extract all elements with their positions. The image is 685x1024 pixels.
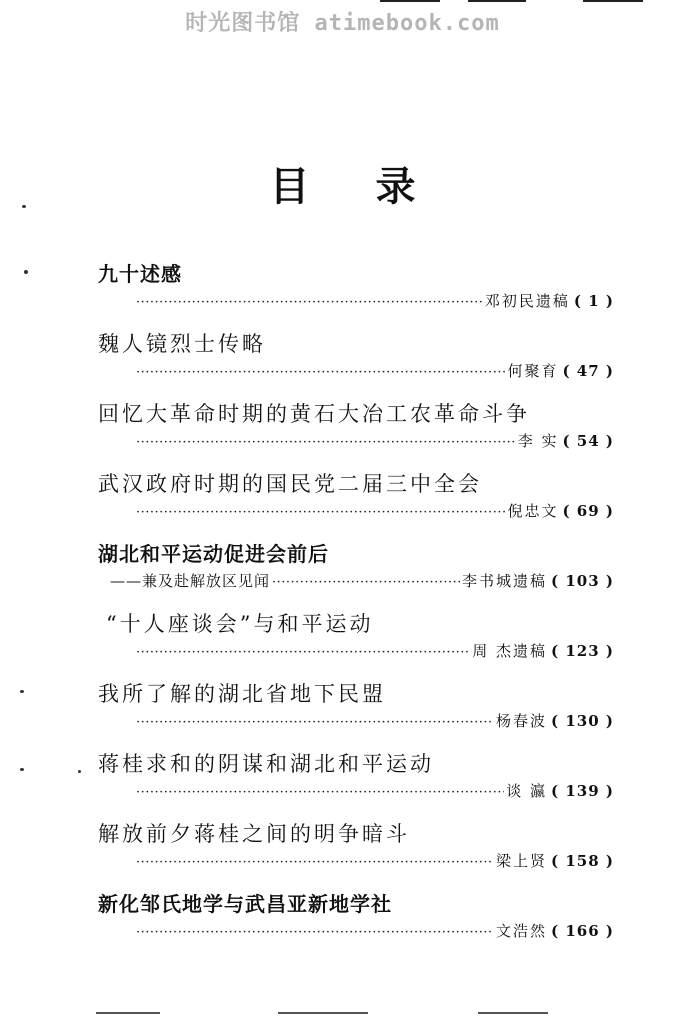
dot-leader [272, 575, 460, 590]
toc-entry-title: 解放前夕蒋桂之间的明争暗斗 [98, 822, 410, 846]
watermark: 时光图书馆 atimebook.com [185, 11, 500, 36]
toc-entry-author: 文浩然 [496, 922, 548, 940]
toc-entry-page: ( 69 ) [562, 502, 614, 520]
toc-entry-subtitle: ——兼及赴解放区见闻 [110, 572, 271, 590]
toc-entry-page: ( 123 ) [551, 642, 614, 660]
toc-entry[interactable] [98, 530, 614, 600]
toc-entry-title: 我所了解的湖北省地下民盟 [98, 682, 386, 706]
toc-entry-author: 梁上贤 [496, 852, 548, 870]
scan-speck [20, 690, 24, 693]
toc-entry[interactable] [98, 600, 614, 670]
dot-leader [136, 855, 494, 870]
toc-entry-author: 周 杰遗稿 [472, 642, 548, 660]
toc-entry-page: ( 139 ) [551, 782, 614, 800]
toc-entry-author: 何聚育 [507, 362, 559, 380]
toc-entry[interactable] [98, 880, 614, 950]
toc-entry-page: ( 158 ) [551, 852, 614, 870]
toc-entry-title: “十人座谈会”与和平运动 [106, 612, 374, 636]
toc-leader-row [134, 850, 614, 871]
bottom-rule [96, 1012, 160, 1014]
toc-leader-row [134, 640, 614, 661]
toc-leader-row [110, 570, 614, 591]
toc-leader-row [134, 430, 614, 451]
toc-entry-page: ( 1 ) [573, 292, 614, 310]
dot-leader [136, 295, 483, 310]
toc-entry-page: ( 166 ) [551, 922, 614, 940]
toc-leader-row [134, 710, 614, 731]
toc-entry-title: 湖北和平运动促进会前后 [98, 542, 329, 566]
toc-entry-title: 蒋桂求和的阴谋和湖北和平运动 [98, 752, 434, 776]
toc-entry-author: 李 实 [517, 432, 559, 450]
toc-leader-row [134, 920, 614, 941]
scan-speck [24, 270, 28, 274]
scan-speck [22, 205, 26, 208]
dot-leader [136, 505, 505, 520]
toc-entry-title: 武汉政府时期的国民党二届三中全会 [98, 472, 482, 496]
dot-leader [136, 365, 505, 380]
toc-entry-author: 杨春波 [496, 712, 548, 730]
toc-leader-row [134, 500, 614, 521]
toc-entry-page: ( 47 ) [562, 362, 614, 380]
dot-leader [136, 435, 516, 450]
bottom-rule [278, 1012, 368, 1014]
scan-speck [20, 768, 24, 771]
top-rule-left [380, 0, 440, 2]
toc-entry-page: ( 103 ) [551, 572, 614, 590]
toc-entry-title: 魏人镜烈士传略 [98, 332, 266, 356]
toc-entry-author: 邓初民遗稿 [484, 292, 570, 310]
toc-leader-row [134, 360, 614, 381]
toc-entry-page: ( 54 ) [562, 432, 614, 450]
toc-entry-author: 李书城遗稿 [462, 572, 548, 590]
toc-entry[interactable] [98, 810, 614, 880]
bottom-rule [478, 1012, 548, 1014]
toc-entry[interactable] [98, 250, 614, 320]
dot-leader [136, 925, 494, 940]
scan-speck [78, 770, 81, 773]
toc-entry-author: 谈 瀛 [506, 782, 548, 800]
top-rule-mid [468, 0, 526, 2]
table-of-contents [98, 250, 614, 950]
toc-entry-page: ( 130 ) [551, 712, 614, 730]
toc-entry-title: 九十述感 [98, 262, 182, 286]
toc-entry[interactable] [98, 390, 614, 460]
toc-leader-row [134, 780, 614, 801]
toc-entry[interactable] [98, 670, 614, 740]
toc-entry[interactable] [98, 320, 614, 390]
toc-entry[interactable] [98, 460, 614, 530]
dot-leader [136, 785, 504, 800]
toc-entry-author: 倪忠文 [507, 502, 559, 520]
toc-entry-title: 回忆大革命时期的黄石大冶工农革命斗争 [98, 402, 530, 426]
page-title: 目录 [269, 164, 482, 210]
dot-leader [136, 715, 494, 730]
toc-entry-title: 新化邹氏地学与武昌亚新地学社 [98, 892, 392, 916]
toc-entry[interactable] [98, 740, 614, 810]
toc-leader-row [134, 290, 614, 311]
dot-leader [136, 645, 470, 660]
top-rule-right [583, 0, 643, 2]
